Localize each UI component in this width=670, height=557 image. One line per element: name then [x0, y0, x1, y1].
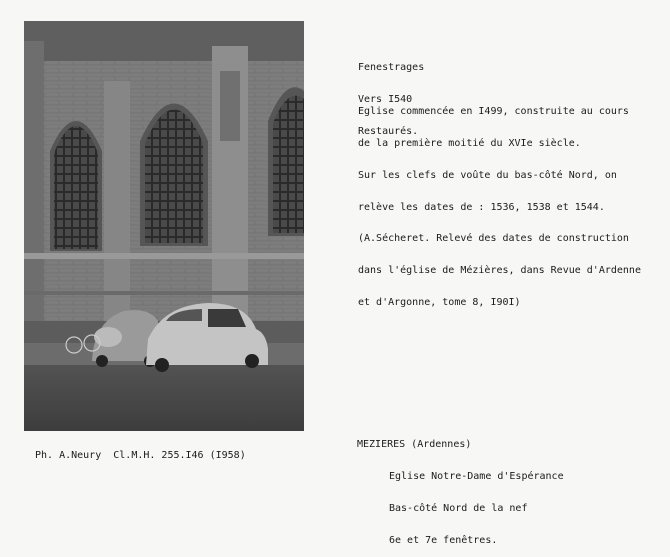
notes-line: dans l'église de Mézières, dans Revue d'Ardenne — [358, 265, 641, 277]
caption-heading-line: Restaurés. — [358, 125, 419, 137]
location-title: MEZIERES (Ardennes) — [357, 439, 472, 450]
caption-heading-line: Vers I540 — [358, 93, 413, 105]
notes-line: et d'Argonne, tome 8, I90I) — [358, 296, 521, 308]
location-line: Bas-côté Nord de la nef — [389, 502, 528, 514]
photo-credit: Ph. A.Neury Cl.M.H. 255.I46 (I958) — [35, 450, 246, 461]
notes-line: relève les dates de : 1536, 1538 et 1544. — [358, 201, 605, 213]
historical-notes — [358, 86, 641, 319]
location-details — [389, 451, 564, 557]
notes-line: (A.Sécheret. Relevé des dates de construction — [358, 233, 629, 245]
location-line: 6e et 7e fenêtres. — [389, 534, 498, 546]
church-photograph — [24, 21, 304, 431]
location-line: Eglise Notre-Dame d'Espérance — [389, 471, 564, 483]
notes-line: Sur les clefs de voûte du bas-côté Nord, on — [358, 169, 617, 181]
notes-line: Eglise commencée en I499, construite au cours — [358, 106, 629, 118]
caption-heading-line: Fenestrages — [358, 62, 425, 74]
notes-line: de la première moitié du XVIe siècle. — [358, 137, 581, 149]
